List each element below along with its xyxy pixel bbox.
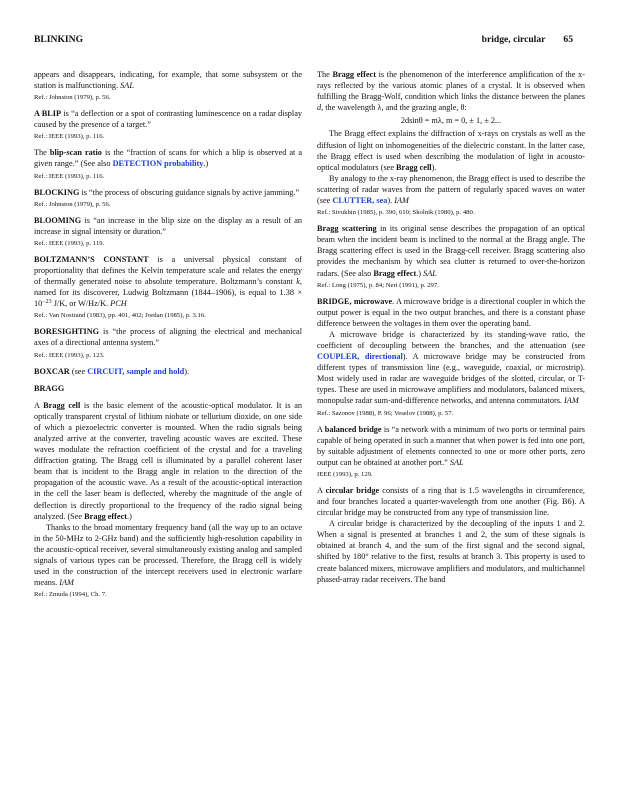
paragraph: By analogy to the x-ray phenomenon, the Bragg effect is used to describe the scattering of radar waves from the pattern of regularly spaced waves on water (see CLUTTER, sea). IAM <box>317 173 585 206</box>
left-column <box>34 69 302 605</box>
entry-term: BRIDGE, microwave <box>317 296 393 306</box>
paragraph: A circular bridge is characterized by the decoupling of the inputs 1 and 2. When a signal is presented at branches 1 and 2, the sum of these signals is obtained at branch 4, and the sum of the first signal and the second signal, shifted by 180° relative to the first, results at branch 3. This property is used to create balanced mixers, microwave amplifiers and modulators, and multichannel phased-array radar receivers. The band <box>317 519 585 584</box>
reference: Ref.: IEEE (1993), p. 123. <box>34 351 105 359</box>
reference: Ref.: IEEE (1993), p. 119. <box>34 239 105 247</box>
header-right-term: bridge, circular <box>481 34 546 45</box>
entry-circular-bridge: A circular bridge consists of a ring that is 1.5 wavelengths in circumference, and four branches located a quarter-wavelength from one another (Fig. B6). A circular bridge may be constructed from any type of transmission line. <box>317 485 585 518</box>
cross-reference-link[interactable]: COUPLER, directional <box>317 352 403 362</box>
entry-term: BOXCAR <box>34 366 70 376</box>
author-initials: SAL <box>449 457 464 467</box>
author-initials: PCH <box>110 299 127 309</box>
entry-term: circular bridge <box>325 485 380 495</box>
reference: Ref.: IEEE (1993), p. 116. <box>34 172 105 180</box>
header-left-term: BLINKING <box>34 34 84 45</box>
reference: Ref.: Long (1975), p. 84; Neri (1991), p. 297. <box>317 281 439 289</box>
entry-balanced-bridge: A balanced bridge is “a network with a minimum of two ports or terminal pairs capable of being operated in such a manner that when power is fed into one port, by suitable adjustment of elements connected to one or more other ports, zero output can be obtained at another port.” SAL <box>317 424 585 467</box>
running-header <box>34 34 573 48</box>
entry-term: Bragg effect <box>332 70 376 79</box>
paragraph: Thanks to the broad momentary frequency band (all the way up to an octave in the 50-MHz to 2-GHz band) and the sufficiently high-resolution capability in the acoustic-optical receiver, several simultaneously existing analog and sampled signals of various types can be processed. Therefore, the Bragg cell is widely used in the construction of the intercept receivers used in electronic warfare means. IAM <box>34 522 302 588</box>
entry-term: Bragg scattering <box>317 224 377 234</box>
entry-blip-scan-ratio: The blip-scan ratio is the “fraction of scans for which a blip is observed at a given range.” (See also DETECTION probability.) <box>34 148 303 169</box>
blink-continuation: appears and disappears, indicating, for example, that some subsystem or the station is malfunctioning. SAL <box>34 70 302 91</box>
entry-bragg-cell: A Bragg cell is the basic element of the acoustic-optical modulator. It is an optically transparent crystal of lithium niobate or tellurium dioxide, on one side of which a piezoelectric converter is mounted. When the radio signals being analyzed arrive at the converter, traveling acoustic waves are excited. These waves modulate the refraction coefficient of the crystal and for a traveling diffraction grating. The Bragg cell is illuminated by a parallel coherent laser beam that is incident to the Bragg angle in relation to the direction of the propagation of the acoustic wave. As a result of the acoustic-optical interaction in the cell the laser beam is deflected, whereby the magnitude of the angle of deflection is directly proportional to the frequency of the radio signal being analyzed. (See Bragg effect.) <box>34 400 302 521</box>
reference: Ref.: Johnston (1979), p. 56. <box>34 200 111 208</box>
entry-blocking: BLOCKING is “the process of obscuring guidance signals by active jamming.” <box>34 187 300 197</box>
reference: Ref.: Van Nostrand (1983), pp. 401, 402; Jordan (1985), p. 3.16. <box>34 312 206 320</box>
entry-term: Bragg cell <box>43 400 81 410</box>
bragg-equation: 2dsinθ = mλ, m = 0, ± 1, ± 2... <box>400 116 502 126</box>
paragraph: A microwave bridge is characterized by its standing-wave ratio, the coefficient of decoupling between the branches, and the attenuation (see COUPLER, directional). A microwave bridge may be constructed from different types of transmission line (e.g., waveguide, coaxial, or microstrip). Most widely used in radar are waveguide bridges of the slotted, circular, or T-types. These are used in microwave amplifiers and modulators, balanced mixers, monopulse radar sum-and-difference networks, and antenna commutators. IAM <box>317 329 585 406</box>
section-heading-bragg: BRAGG <box>34 383 65 393</box>
header-right <box>482 34 573 45</box>
entry-term: BOLTZMANN’S CONSTANT <box>34 254 149 264</box>
entry-bragg-scattering: Bragg scattering in its original sense describes the propagation of an optical beam when the incident beam is inclined to the normal at the Bragg angle. The Bragg scattering effect is used in the Bragg-cell receiver. Bragg scattering also provides the mechanism by which sea clutter is returned to over-the-horizon radars. (See also Bragg effect.) SAL <box>317 224 585 278</box>
entry-boresighting: BORESIGHTING is “the process of aligning the electrical and mechanical axes of a directional antenna system.” <box>34 327 302 348</box>
author-initials: IAM <box>394 196 409 206</box>
author-initials: SAL <box>423 268 437 278</box>
see-reference: Bragg effect <box>84 511 128 521</box>
cross-reference-link[interactable]: DETECTION probability <box>112 159 204 169</box>
reference: Ref.: Sivukhin (1985), p. 390, 610; Skolnik (1980), p. 480. <box>317 209 475 217</box>
reference: Ref.: Zmuda (1994), Ch. 7. <box>34 591 107 599</box>
author-initials: IAM <box>59 578 74 588</box>
entry-term: BLOOMING <box>34 215 82 225</box>
entry-boxcar: BOXCAR (see CIRCUIT, sample and hold). <box>34 366 190 376</box>
entry-boltzmann-constant: BOLTZMANN’S CONSTANT is a universal physical constant of proportionality that defines the Kelvin temperature scale and relates the energy of thermally generated noise to absolute temperature. Boltzmann’s constant k, named for its discoverer, Ludwig Boltzmann (1844–1906), is equal to $1.38 \times 10^{-23}$ J/K, or W/Hz/K. PCH <box>34 254 302 309</box>
entry-term: BORESIGHTING <box>34 327 100 337</box>
reference: Ref.: Johnston (1979), p. 56. <box>34 94 111 102</box>
entry-term: A BLIP <box>34 109 62 119</box>
reference: Ref.: Sazonov (1988), P. 96; Veselov (1988), p. 57. <box>317 409 454 417</box>
see-reference: Bragg cell <box>396 162 432 172</box>
entry-term: BLOCKING <box>34 187 80 197</box>
entry-blip: A BLIP is “a deflection or a spot of contrasting luminescence on a radar display caused by the presence of a target.” <box>34 109 302 130</box>
entry-bragg-effect: The Bragg effect is the phenomenon of the interference amplification of the x-rays reflected by the various atomic planes of a crystal. It is observed when fulfilling the Bragg-Wolf, condition which links the distance between the planes d, the wavelength λ, and the grazing angle, θ: <box>317 70 585 113</box>
entry-blooming: BLOOMING is “an increase in the blip size on the display as a result of an increase in signal intensity or duration.” <box>34 215 302 236</box>
entry-term: balanced bridge <box>324 424 382 434</box>
right-column <box>317 69 585 585</box>
page-number: 65 <box>563 34 573 45</box>
author-initials: SAL <box>120 81 134 91</box>
paragraph: The Bragg effect explains the diffraction of x-rays on crystals as well as the diffusion of light on inhomogeneities of the dielectric constant. In the latter case, the Bragg effect is used when describing the modulation of light in acousto-optical modulators (see Bragg cell). <box>317 129 585 172</box>
reference: Ref.: IEEE (1993), p. 116. <box>34 133 105 141</box>
cross-reference-link[interactable]: CIRCUIT, sample and hold <box>87 366 185 376</box>
see-reference: Bragg effect <box>373 268 417 278</box>
entry-bridge-microwave: BRIDGE, microwave. A microwave bridge is a directional coupler in which the output power is equal in the two output branches, and there is a constant phase difference between the voltages in them over the operating band. <box>317 296 586 328</box>
entry-term: blip-scan ratio <box>49 148 102 158</box>
author-initials: IAM <box>564 396 579 406</box>
cross-reference-link[interactable]: CLUTTER, sea <box>332 196 388 206</box>
reference: IEEE (1993), p. 129. <box>317 470 373 478</box>
